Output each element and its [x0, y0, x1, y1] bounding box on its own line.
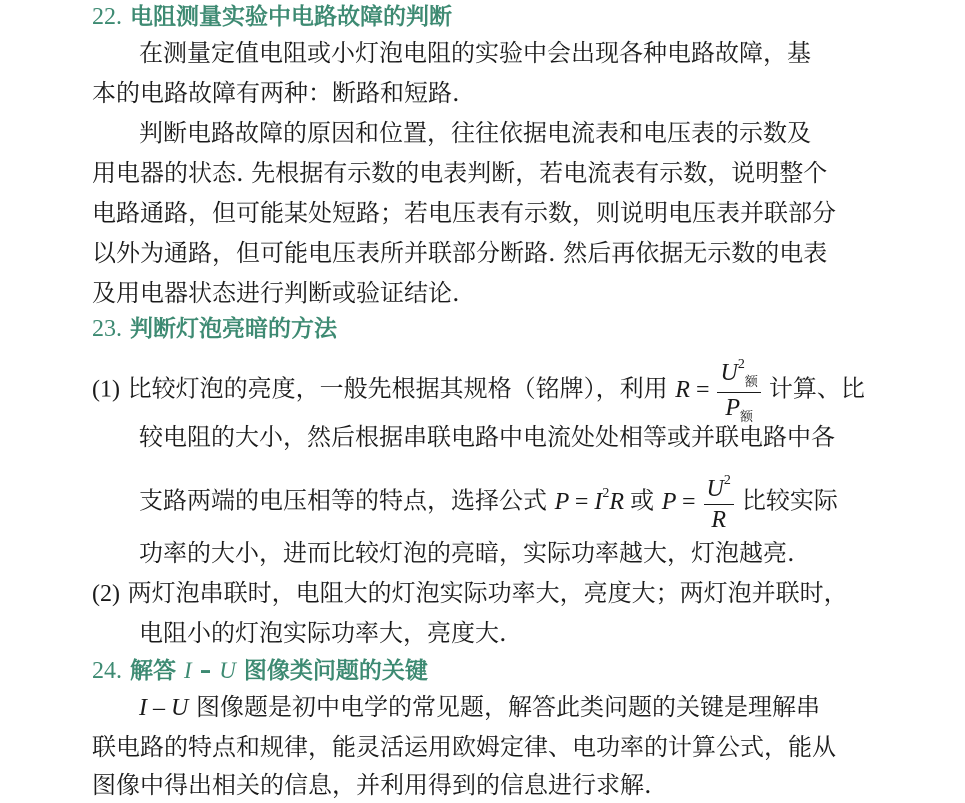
denominator	[704, 504, 734, 532]
var-u: U	[219, 658, 236, 683]
var-i: I	[184, 658, 192, 683]
paragraph-line: 用电器的状态. 先根据有示数的电表判断，若电流表有示数，说明整个	[92, 159, 828, 187]
item-1-line-1	[92, 358, 865, 424]
text-span: 图像题是初中电学的常见题，解答此类问题的关键是理解串	[195, 693, 820, 721]
var-p: P	[661, 488, 676, 515]
paragraph-line: 图像中得出相关的信息，并利用得到的信息进行求解.	[92, 771, 652, 799]
paragraph-line: 本的电路故障有两种：断路和短路.	[92, 79, 460, 107]
section-23-heading	[92, 314, 337, 344]
dash: –	[191, 658, 220, 684]
subscript: 额	[739, 410, 753, 425]
var-p: P	[554, 488, 569, 515]
item-2-line-1	[92, 576, 848, 611]
formula-power-i2r	[554, 485, 630, 515]
var-p: P	[725, 395, 740, 421]
superscript: 2	[602, 485, 610, 501]
var-r: R	[609, 488, 625, 515]
subscript: 额	[744, 375, 758, 390]
section-22-heading	[92, 2, 452, 32]
var-i: I	[594, 488, 603, 515]
superscript: 2	[737, 357, 745, 372]
section-number: 24.	[92, 658, 122, 684]
numerator	[704, 474, 734, 504]
numerator	[717, 358, 760, 392]
text-span: 或	[630, 486, 655, 515]
item-tag: (1)	[92, 376, 120, 403]
text-span: 计算、比	[768, 374, 865, 403]
var-u: U	[706, 476, 724, 502]
text-span: 比较实际	[741, 486, 838, 515]
paragraph-line: 联电路的特点和规律，能灵活运用欧姆定律、电功率的计算公式，能从	[92, 733, 836, 761]
paragraph-line: 在测量定值电阻或小灯泡电阻的实验中会出现各种电路故障，基	[139, 39, 811, 67]
section-title: 电阻测量实验中电路故障的判断	[130, 4, 453, 30]
equals-sign: =	[695, 376, 710, 403]
superscript: 2	[723, 473, 731, 488]
paragraph-line	[139, 690, 820, 725]
var-i: I	[139, 695, 147, 721]
text-span: 两灯泡串联时，电阻大的灯泡实际功率大，亮度大；两灯泡并联时，	[127, 579, 848, 607]
item-2-line-2: 电阻小的灯泡实际功率大，亮度大.	[139, 619, 507, 647]
var-r: R	[711, 507, 727, 533]
section-title-post: 图像类问题的关键	[243, 658, 428, 684]
item-1-line-3	[139, 474, 838, 532]
item-1-line-2: 较电阻的大小，然后根据串联电路中电流处处相等或并联电路中各	[139, 423, 835, 451]
text-span: 支路两端的电压相等的特点，选择公式	[139, 486, 547, 515]
section-title-pre: 解答	[130, 658, 177, 684]
section-number: 22.	[92, 4, 122, 30]
fraction	[717, 358, 760, 424]
equals-sign: =	[681, 488, 696, 515]
text-span: 比较灯泡的亮度，一般先根据其规格（铭牌），利用	[127, 374, 668, 403]
var-u: U	[720, 360, 738, 386]
equals-sign: =	[574, 488, 589, 515]
section-title: 判断灯泡亮暗的方法	[130, 316, 338, 342]
item-tag: (2)	[92, 581, 120, 607]
var-u: U	[171, 695, 189, 721]
formula-resistance	[675, 357, 769, 425]
section-24-heading	[92, 656, 428, 686]
fraction	[704, 474, 734, 532]
item-1-line-4: 功率的大小，进而比较灯泡的亮暗，实际功率越大，灯泡越亮.	[139, 539, 795, 567]
paragraph-line: 以外为通路，但可能电压表所并联部分断路. 然后再依据无示数的电表	[92, 239, 828, 267]
paragraph-line: 电路通路，但可能某处短路；若电压表有示数，则说明电压表并联部分	[92, 199, 836, 227]
paragraph-line: 判断电路故障的原因和位置，往往依据电流表和电压表的示数及	[139, 119, 811, 147]
dash: –	[147, 695, 171, 721]
var-r: R	[675, 376, 690, 403]
paragraph-line: 及用电器状态进行判断或验证结论.	[92, 279, 460, 307]
section-number: 23.	[92, 316, 122, 342]
formula-power-u2r	[661, 473, 742, 533]
